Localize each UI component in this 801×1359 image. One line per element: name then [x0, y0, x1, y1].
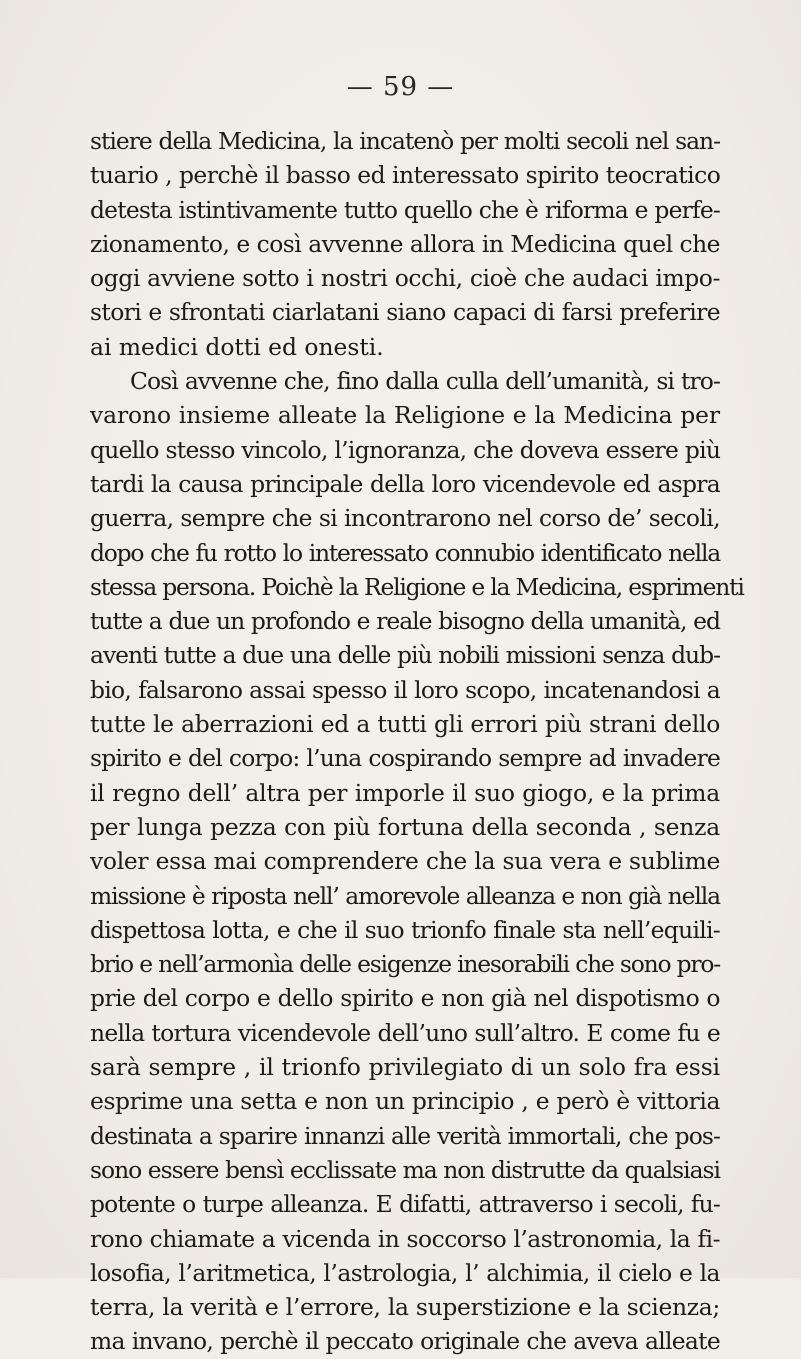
text-line: aventi tutte a due una delle più nobili missioni senza dub-: [90, 641, 720, 670]
text-line: stori e sfrontati ciarlatani siano capaci di farsi preferire: [90, 298, 720, 327]
text-line: terra, la verità e l’errore, la superstizione e la scienza;: [90, 1293, 720, 1322]
text-line: quello stesso vincolo, l’ignoranza, che doveva essere più: [90, 435, 721, 464]
text-line: dispettosa lotta, e che il suo trionfo finale sta nell’equili-: [90, 915, 720, 944]
text-line: tutte a due un profondo e reale bisogno della umanità, ed: [90, 607, 720, 636]
text-line: voler essa mai comprendere che la sua vera e sublime: [90, 847, 720, 876]
text-line: bio, falsarono assai spesso il loro scopo, incatenandosi a: [90, 675, 720, 704]
text-line: esprime una setta e non un principio , e però è vittoria: [90, 1087, 720, 1116]
text-line: zionamento, e così avvenne allora in Medicina quel che: [90, 229, 720, 258]
text-line: nella tortura vicendevole dell’uno sull’altro. E come fu e: [90, 1018, 720, 1047]
text-line: oggi avviene sotto i nostri occhi, cioè che audaci impo-: [90, 264, 720, 293]
text-line: guerra, sempre che si incontrarono nel corso de’ secoli,: [90, 504, 720, 533]
text-line: losofia, l’aritmetica, l’astrologia, l’ alchimia, il cielo e la: [90, 1258, 720, 1287]
text-line: potente o turpe alleanza. E difatti, attraverso i secoli, fu-: [90, 1190, 720, 1219]
paragraph-start-line: Così avvenne che, fino dalla culla dell’umanità, si tro-: [130, 367, 720, 396]
text-line: per lunga pezza con più fortuna della seconda , senza: [90, 812, 720, 841]
text-line: rono chiamate a vicenda in soccorso l’astronomia, la fi-: [90, 1224, 720, 1253]
text-line: il regno dell’ altra per imporle il suo giogo, e la prima: [90, 778, 720, 807]
text-line: tutte le aberrazioni ed a tutti gli errori più strani dello: [90, 710, 720, 739]
text-line: prie del corpo e dello spirito e non già nel dispotismo o: [90, 984, 720, 1013]
text-line: varono insieme alleate la Religione e la Medicina per: [90, 401, 720, 430]
text-line: destinata a sparire innanzi alle verità immortali, che pos-: [90, 1121, 720, 1150]
text-line: dopo che fu rotto lo interessato connubio identificato nella: [90, 538, 720, 567]
text-line: ai medici dotti ed onesti.: [90, 332, 384, 361]
text-line: tuario , perchè il basso ed interessato spirito teocratico: [90, 161, 721, 190]
text-line: detesta istintivamente tutto quello che è riforma e perfe-: [90, 195, 720, 224]
text-line: stessa persona. Poichè la Religione e la Medicina, esprimenti: [90, 572, 744, 601]
text-line: spirito e del corpo: l’una cospirando sempre ad invadere: [90, 744, 720, 773]
body-text: [90, 124, 744, 1359]
text-line: tardi la causa principale della loro vicendevole ed aspra: [90, 469, 720, 498]
text-line: sono essere bensì ecclissate ma non distrutte da qualsiasi: [90, 1155, 720, 1184]
text-line: sarà sempre , il trionfo privilegiato di un solo fra essi: [90, 1053, 720, 1082]
page-number: — 59 —: [346, 72, 455, 102]
text-line: missione è riposta nell’ amorevole alleanza e non già nella: [90, 881, 720, 910]
text-line: ma invano, perchè il peccato originale che aveva alleate: [90, 1327, 720, 1356]
text-line: brio e nell’armonìa delle esigenze inesorabili che sono pro-: [90, 950, 720, 979]
text-line: stiere della Medicina, la incatenò per molti secoli nel san-: [90, 127, 720, 155]
